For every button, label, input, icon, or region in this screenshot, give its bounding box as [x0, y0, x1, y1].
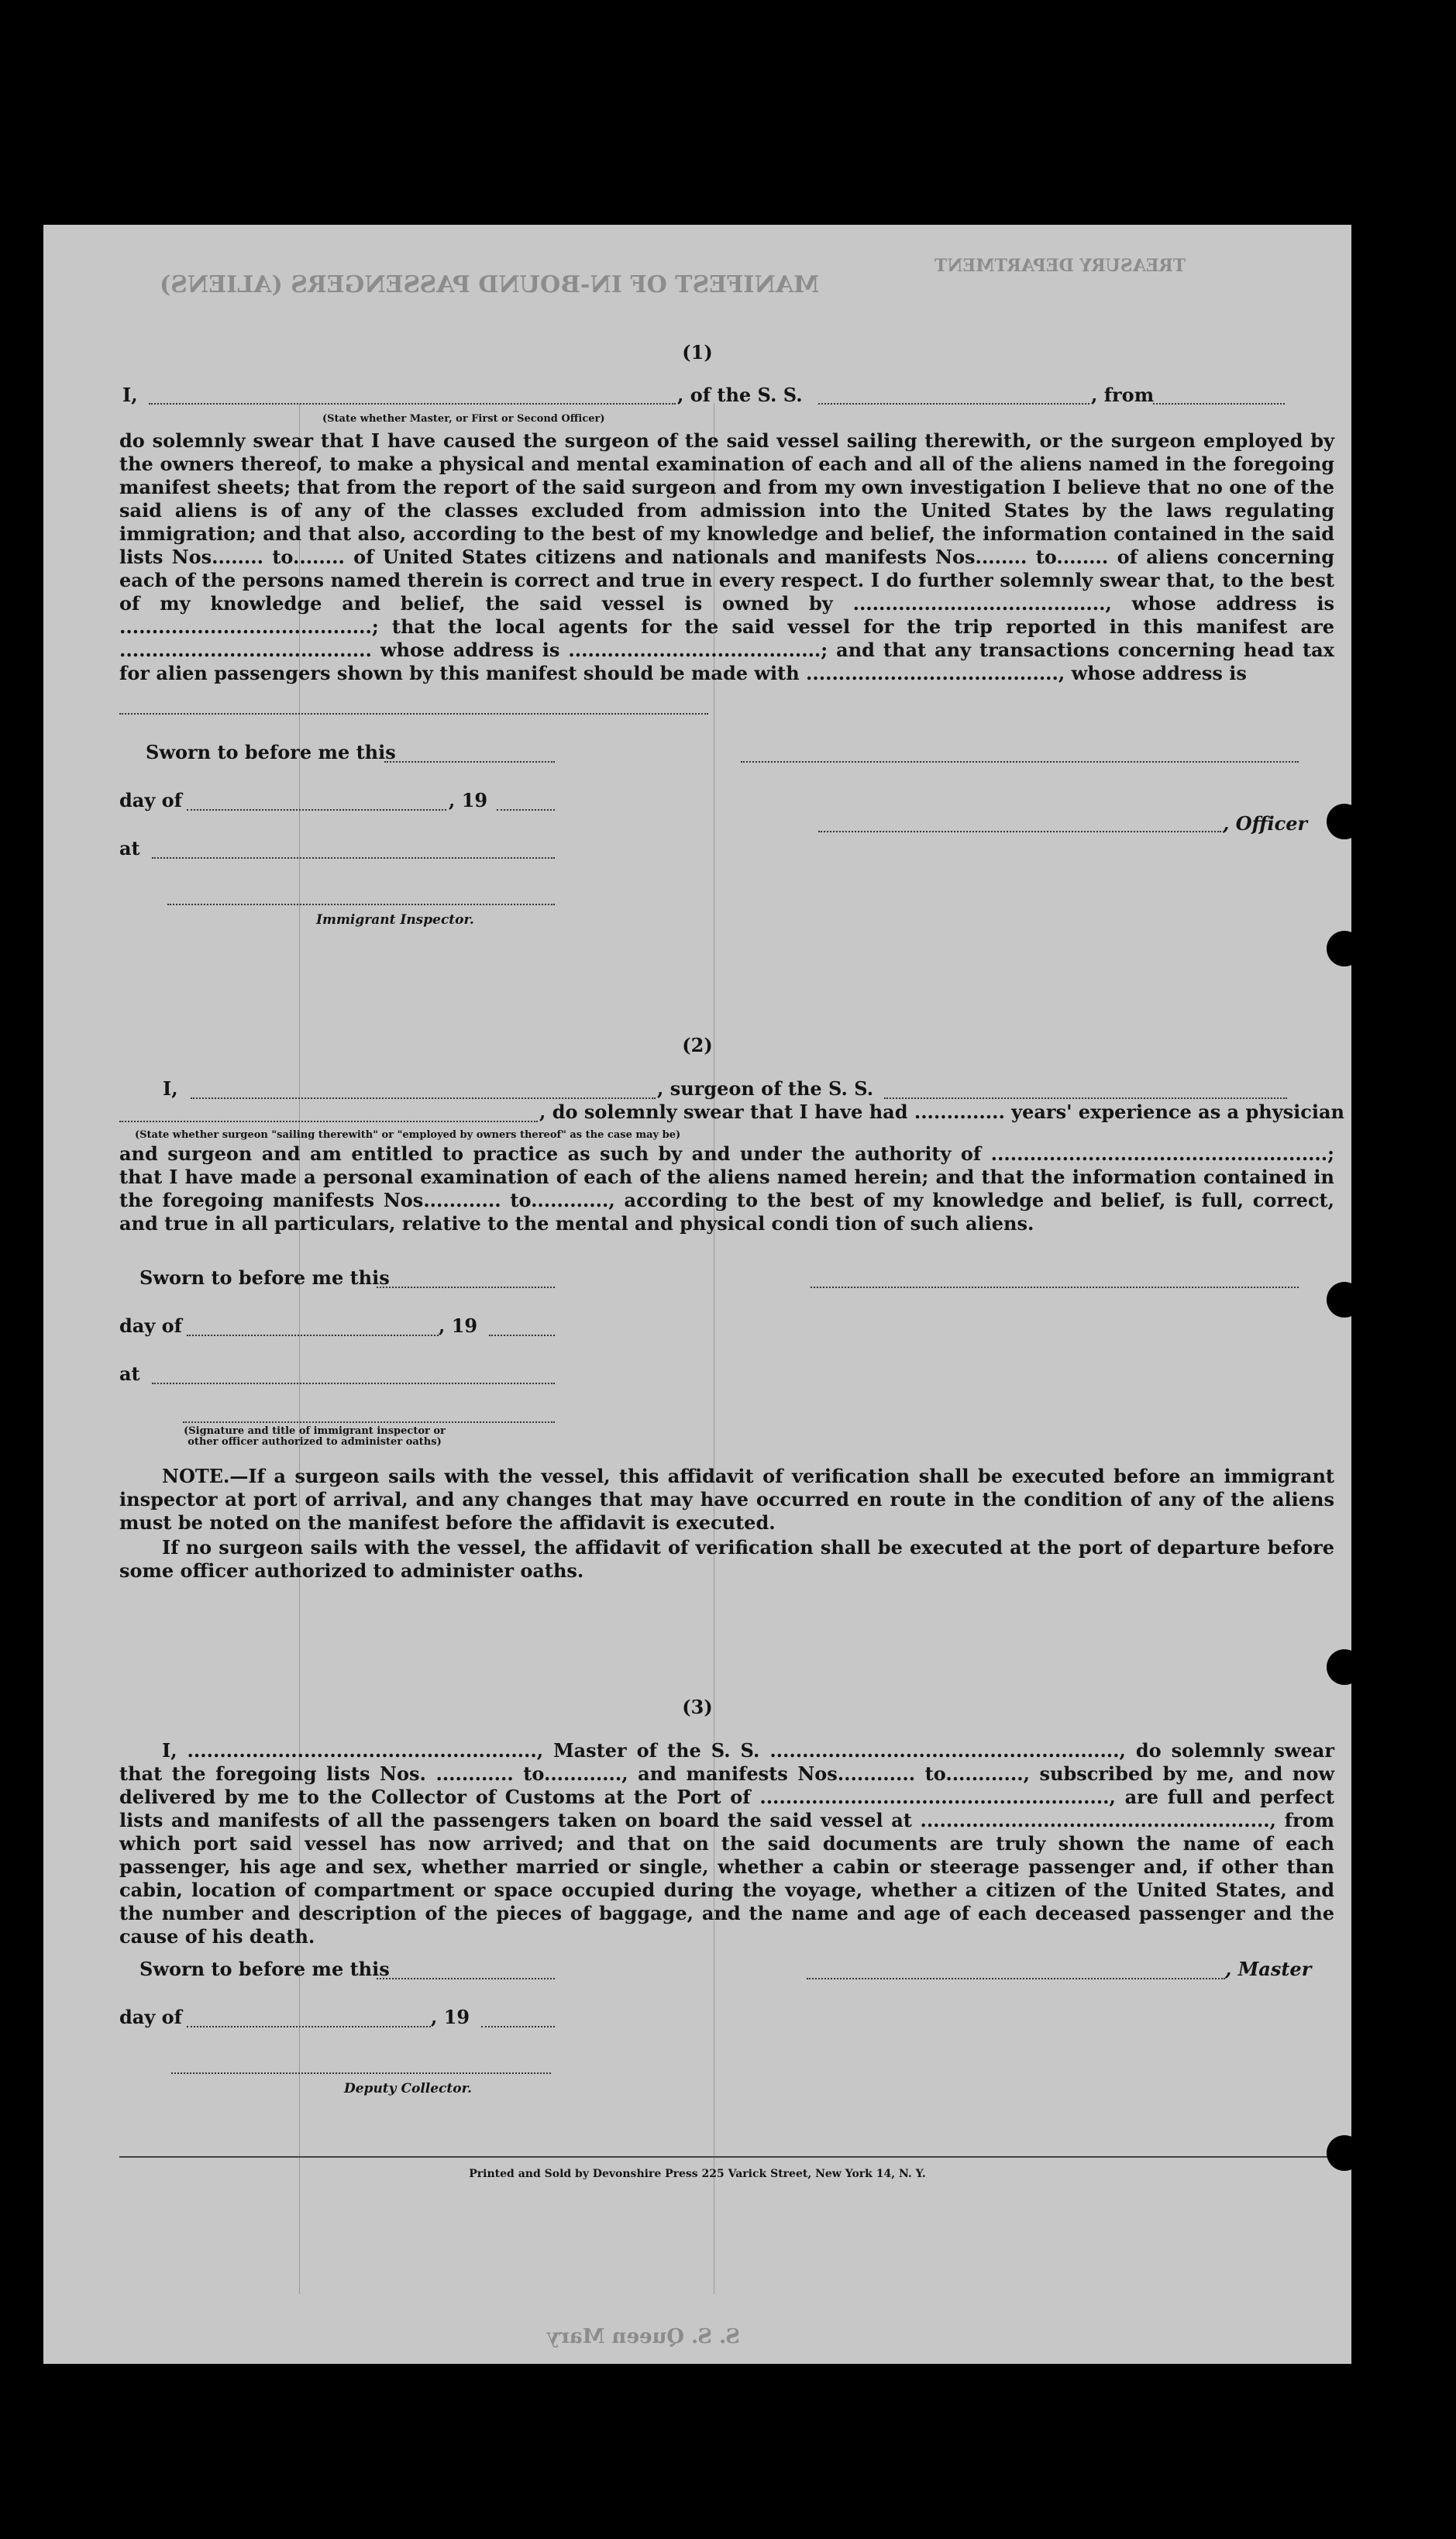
section-2-body: and surgeon and am entitled to practice as such by and under the authority of ....................................................; that I have made a personal examination of each of the aliens named herein; and that the information contained in the foregoing manifests Nos............ to............, according to the best of my knowledge and belief, is full, correct, and true in all particulars, relative to the mental and physical condi tion of such aliens. — [119, 1142, 1334, 1235]
s2-year-line — [489, 1335, 555, 1336]
s3-year-line — [481, 2026, 555, 2027]
s1-sworn: Sworn to before me this — [146, 741, 396, 763]
s1-sworn-line — [384, 761, 555, 763]
s1-day-of: day of — [119, 789, 182, 811]
binder-hole — [1327, 2135, 1362, 2171]
s3-day-line — [187, 2026, 431, 2027]
s2-day-of: day of — [119, 1314, 182, 1337]
s1-day-line — [187, 809, 446, 811]
s2-year: , 19 — [439, 1314, 478, 1337]
s2-at-line — [152, 1383, 555, 1384]
binder-hole — [1327, 1282, 1362, 1318]
s3-year: , 19 — [431, 2006, 470, 2028]
bottom-rule — [119, 2156, 1334, 2158]
s2-sworn-line — [377, 1287, 555, 1288]
s2-sig-caption: (Signature and title of immigrant inspector or other officer authorized to administer oaths) — [184, 1425, 446, 1448]
bleed-header-right: TREASURY DEPARTMENT — [935, 256, 1186, 276]
section-3-number: (3) — [682, 1696, 713, 1718]
s1-address-line — [119, 713, 708, 715]
s2-line2-dots — [119, 1121, 538, 1122]
s2-vessel-line — [884, 1097, 1287, 1099]
s3-collector-line — [171, 2072, 551, 2074]
binder-hole — [1327, 1649, 1362, 1685]
s2-day-line — [187, 1335, 439, 1336]
s2-note2: If no surgeon sails with the vessel, the affidavit of verification shall be executed at the port of departure before some officer authorized to administer oaths. — [119, 1536, 1334, 1582]
s1-year: , 19 — [449, 789, 488, 811]
s1-from-line — [1153, 403, 1285, 405]
s1-caption: (State whether Master, or First or Second Officer) — [322, 413, 605, 425]
s2-right-line — [811, 1287, 1299, 1288]
s2-note — [119, 1465, 1334, 1535]
section-1-body: do solemnly swear that I have caused the surgeon of the said vessel sailing therewith, or the surgeon employed by the owners thereof, to make a physical and mental examination of each and all of the aliens named in the foregoing manifest sheets; that from the report of the said surgeon and from my own investigation I believe that no one of the said aliens is of any of the classes excluded from admission into the United States by the laws regulating immigration; and that also, according to the best of my knowledge and belief, the information contained in the said lists Nos........ to........ of United States citizens and nationals and manifests Nos........ to........ of aliens concerning each of the persons named therein is correct and true in every respect. I do further solemnly swear that, to the best of my knowledge and belief, the said vessel is owned by ......................................., whose address is .......................................; that the local agents for the said vessel for the trip reported in this manifest are ....................................... whose address is .......................................; and that any transactions concerning head tax for alien passengers shown by this manifest should be made with ......................................., whose address is — [119, 429, 1334, 684]
s1-officer: , Officer — [1223, 812, 1308, 835]
bleed-footer: S. S. Queen Mary — [547, 2325, 740, 2348]
s1-year-line — [497, 809, 555, 811]
s2-name-line — [191, 1097, 656, 1099]
s1-of-ss: , of the S. S. — [677, 384, 803, 406]
s3-day-of: day of — [119, 2006, 182, 2028]
s1-officer-line — [818, 831, 1221, 832]
s3-sworn: Sworn to before me this — [139, 1958, 390, 1980]
s3-master-line — [807, 1978, 1225, 1979]
s1-inspector-line — [167, 904, 555, 905]
binder-hole — [1327, 804, 1362, 839]
s2-note-label: NOTE. — [162, 1465, 230, 1487]
s2-at: at — [119, 1363, 140, 1385]
s2-lead-i: I, — [163, 1077, 178, 1100]
s1-from: , from — [1091, 384, 1155, 406]
s1-at: at — [119, 837, 140, 860]
s1-name-line — [149, 403, 676, 405]
s2-sig-line — [183, 1421, 555, 1423]
s1-lead-i: I, — [122, 384, 138, 406]
s3-master: , Master — [1225, 1958, 1312, 1980]
binder-hole — [1327, 931, 1362, 966]
s2-caption: (State whether surgeon "sailing therewith" or "employed by owners thereof" as the case may be) — [135, 1129, 681, 1141]
s3-sworn-line — [377, 1978, 555, 1979]
s1-inspector: Immigrant Inspector. — [316, 912, 474, 928]
manifest-page — [43, 225, 1351, 2364]
s1-right-line-1 — [741, 761, 1299, 763]
s1-vessel-line — [818, 403, 1089, 405]
s2-surgeon-of: , surgeon of the S. S. — [657, 1077, 874, 1100]
bleed-header-left: MANIFEST OF IN-BOUND PASSENGERS (ALIENS) — [160, 271, 820, 298]
section-2-number: (2) — [682, 1034, 713, 1056]
section-3-body: I, ......................................................, Master of the S. S. ......................................................, do solemnly swear that the foregoing lists Nos. ............ to............, and manifests Nos............ to............, subscribed by me, and now delivered by me to the Collector of Customs at the Port of ......................................................, are full and perfect lists and manifests of all the passengers taken on board the said vessel at ......................................................, from which port said vessel has now arrived; and that on the said documents are truly shown the name of each passenger, his age and sex, whether married or single, whether a cabin or steerage passenger and, if other than cabin, location of compartment or space occupied during the voyage, whether a citizen of the United States, and the number and description of the pieces of baggage, and the name and age of each deceased passenger and the cause of his death. — [119, 1739, 1334, 1948]
imprint: Printed and Sold by Devonshire Press 225 Varick Street, New York 14, N. Y. — [469, 2168, 926, 2180]
s2-note-text: —If a surgeon sails with the vessel, this affidavit of verification shall be executed before an immigrant inspector at port of arrival, and any changes that may have occurred en route in the condition of any of the aliens must be noted on the manifest before the affidavit is executed. — [119, 1465, 1334, 1534]
s3-collector: Deputy Collector. — [344, 2081, 472, 2096]
s2-line2: , do solemnly swear that I have had .............. years' experience as a physician — [539, 1101, 1344, 1123]
fold-line-left — [299, 403, 300, 2294]
section-1-number: (1) — [682, 341, 713, 363]
s1-at-line — [152, 857, 555, 859]
s2-sworn: Sworn to before me this — [139, 1266, 390, 1289]
